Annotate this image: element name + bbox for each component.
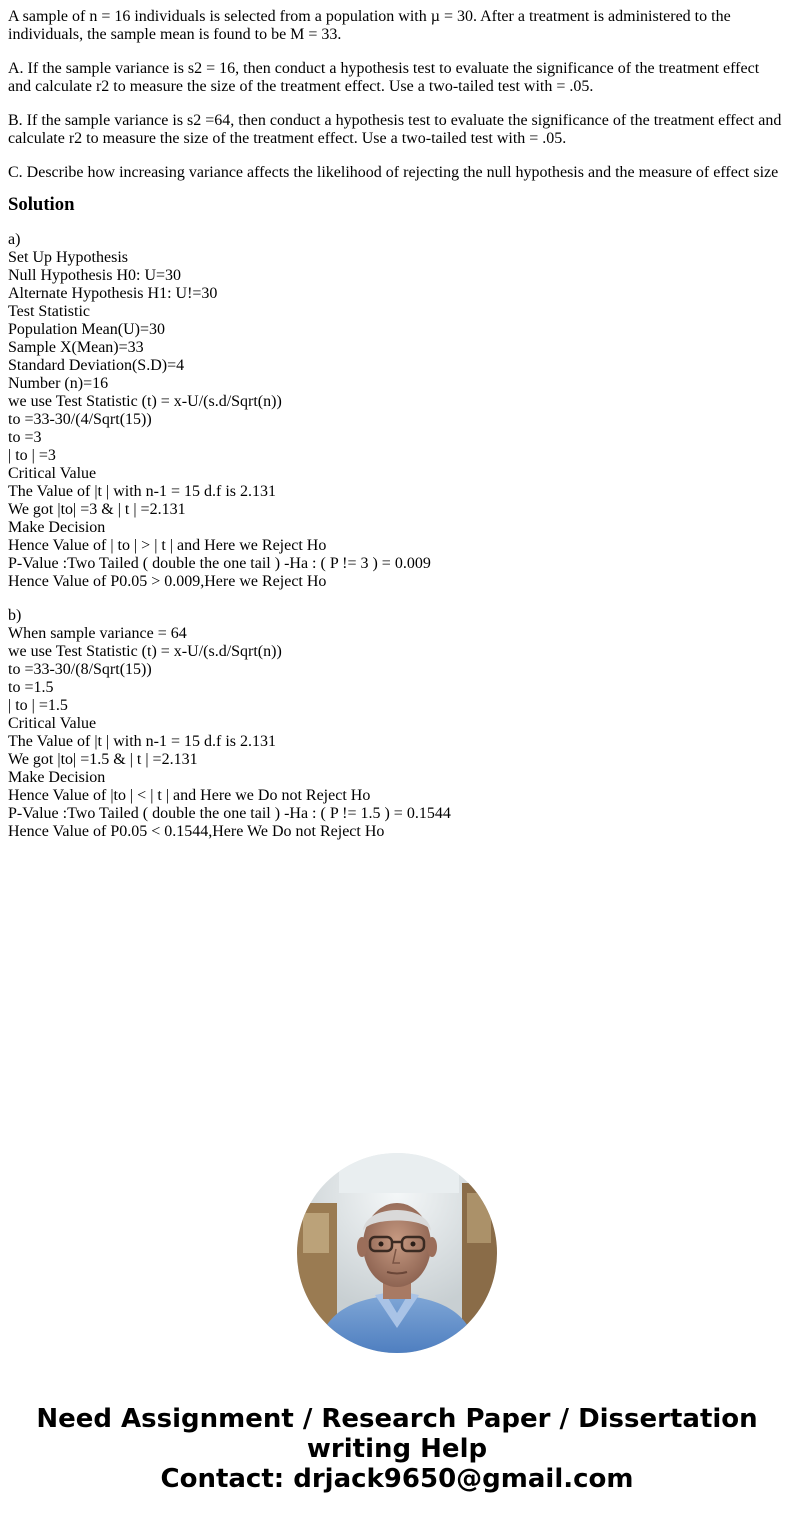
solution-line: P-Value :Two Tailed ( double the one tail ) -Ha : ( P != 3 ) = 0.009 [8,555,431,572]
footer-contact-email: Contact: drjack9650@gmail.com [160,1464,634,1494]
solution-line: Alternate Hypothesis H1: U!=30 [8,285,218,302]
solution-line: Hence Value of P0.05 < 0.1544,Here We Do not Reject Ho [8,823,385,840]
solution-line: Critical Value [8,465,97,482]
solution-line: We got |to| =1.5 & | t | =2.131 [8,751,198,768]
solution-line: we use Test Statistic (t) = x-U/(s.d/Sqrt(n)) [8,643,282,660]
solution-line: Number (n)=16 [8,375,109,392]
solution-line: Critical Value [8,715,97,732]
solution-line: to =3 [8,429,42,446]
solution-line: Population Mean(U)=30 [8,321,165,338]
solution-line: Hence Value of | to | > | t | and Here we Reject Ho [8,537,327,554]
solution-line: The Value of |t | with n-1 = 15 d.f is 2.131 [8,483,276,500]
solution-line: | to | =1.5 [8,697,68,714]
solution-line: to =1.5 [8,679,54,696]
solution-line: Set Up Hypothesis [8,249,128,266]
solution-line: Make Decision [8,519,106,536]
solution-line: to =33-30/(8/Sqrt(15)) [8,661,152,678]
solution-part-b [8,607,786,841]
question-part-b: B. If the sample variance is s2 =64, then conduct a hypothesis test to evaluate the significance of the treatment effect and calculate r2 to measure the size of the treatment effect. Use a two-tailed test with = .05. [8,112,782,147]
footer-line-2: writing Help [306,1434,488,1464]
solution-line: Sample X(Mean)=33 [8,339,144,356]
solution-line: to =33-30/(4/Sqrt(15)) [8,411,152,428]
solution-line: The Value of |t | with n-1 = 15 d.f is 2.131 [8,733,276,750]
solution-heading: Solution [8,194,75,215]
question-part-c: C. Describe how increasing variance affects the likelihood of rejecting the null hypothesis and the measure of effect size [8,164,779,181]
solution-line: When sample variance = 64 [8,625,187,642]
solution-part-a [8,231,786,591]
solution-line: Hence Value of |to | < | t | and Here we Do not Reject Ho [8,787,371,804]
solution-line: We got |to| =3 & | t | =2.131 [8,501,186,518]
question-section [8,8,786,182]
solution-line: Test Statistic [8,303,90,320]
solution-line: a) [8,231,21,248]
question-intro: A sample of n = 16 individuals is selected from a population with µ = 30. After a treatment is administered to the individuals, the sample mean is found to be M = 33. [8,8,731,43]
footer-contact [0,1404,794,1494]
author-portrait-image [297,1153,497,1353]
solution-line: b) [8,607,22,624]
solution-line: we use Test Statistic (t) = x-U/(s.d/Sqrt(n)) [8,393,282,410]
solution-line: P-Value :Two Tailed ( double the one tail ) -Ha : ( P != 1.5 ) = 0.1544 [8,805,451,822]
question-part-a: A. If the sample variance is s2 = 16, then conduct a hypothesis test to evaluate the significance of the treatment effect and calculate r2 to measure the size of the treatment effect. Use a two-tailed test with = .05. [8,60,760,95]
solution-line: Null Hypothesis H0: U=30 [8,267,182,284]
footer-line-1: Need Assignment / Research Paper / Dissertation [36,1404,758,1434]
solution-line: | to | =3 [8,447,56,464]
solution-line: Make Decision [8,769,106,786]
solution-line: Standard Deviation(S.D)=4 [8,357,185,374]
solution-line: Hence Value of P0.05 > 0.009,Here we Reject Ho [8,573,327,590]
author-photo [297,1153,497,1353]
